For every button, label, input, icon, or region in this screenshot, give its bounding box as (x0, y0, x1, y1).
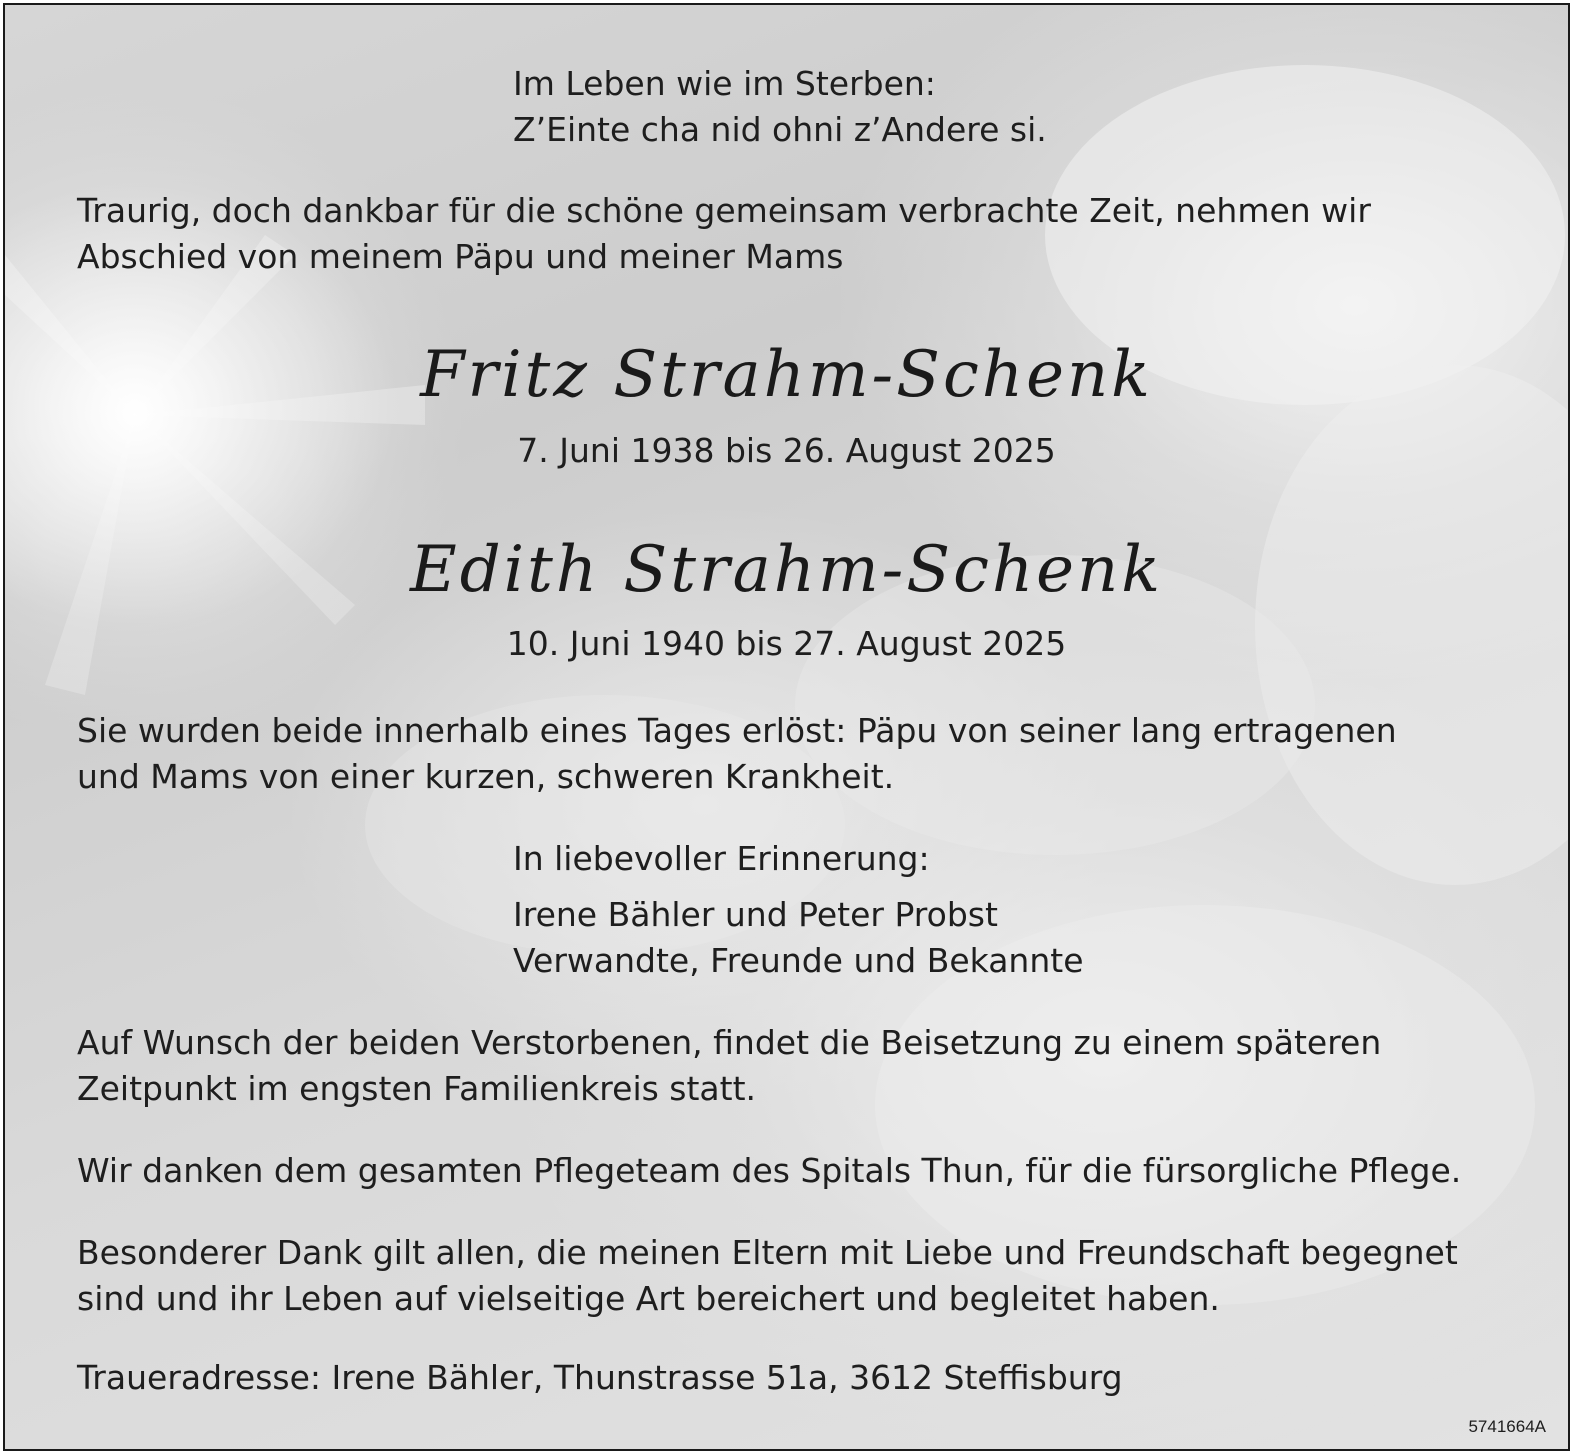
ad-code: 5741664A (1468, 1417, 1546, 1436)
thanks-all-line-2: sind und ihr Leben auf vielseitige Art bereichert und begleitet haben. (77, 1279, 1220, 1318)
burial-line-2: Zeitpunkt im engsten Familienkreis statt. (77, 1069, 757, 1108)
mourners-line-1: Irene Bähler und Peter Probst (513, 895, 998, 934)
deceased-name-fritz: Fritz Strahm-Schenk (420, 338, 1153, 412)
burial-line-1: Auf Wunsch der beiden Verstorbenen, findet die Beisetzung zu einem späteren (77, 1023, 1382, 1062)
intro-line-1: Traurig, doch dankbar für die schöne gemeinsam verbrachte Zeit, nehmen wir (77, 191, 1371, 230)
thanks-care: Wir danken dem gesamten Pflegeteam des Spitals Thun, für die fürsorgliche Pflege. (77, 1151, 1462, 1190)
motto-line-2: Z’Einte cha nid ohni z’Andere si. (513, 110, 1047, 149)
mourners-heading: In liebevoller Erinnerung: (513, 839, 930, 878)
mourning-address: Traueradresse: Irene Bähler, Thunstrasse 51a, 3612 Steffisburg (77, 1358, 1123, 1397)
intro-line-2: Abschied von meinem Päpu und meiner Mams (77, 237, 844, 276)
deceased-dates-fritz: 7. Juni 1938 bis 26. August 2025 (517, 431, 1056, 470)
mourners-line-2: Verwandte, Freunde und Bekannte (513, 941, 1084, 980)
obituary-notice (3, 3, 1570, 1451)
deceased-dates-edith: 10. Juni 1940 bis 27. August 2025 (506, 624, 1067, 663)
deceased-name-edith: Edith Strahm-Schenk (409, 533, 1164, 607)
motto-line-1: Im Leben wie im Sterben: (513, 64, 936, 103)
passing-line-1: Sie wurden beide innerhalb eines Tages erlöst: Päpu von seiner lang ertragenen (77, 711, 1397, 750)
thanks-all-line-1: Besonderer Dank gilt allen, die meinen Eltern mit Liebe und Freundschaft begegnet (77, 1233, 1458, 1272)
passing-line-2: und Mams von einer kurzen, schweren Krankheit. (77, 757, 895, 796)
